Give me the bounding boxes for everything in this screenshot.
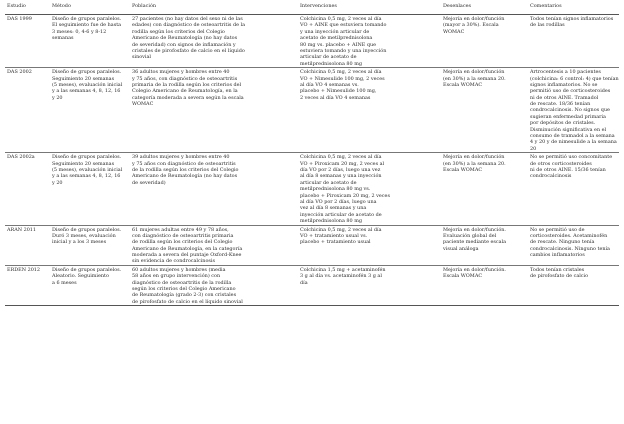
- cell-line: permitió uso de corticosteroides: [530, 88, 611, 95]
- cell-desenlaces: [441, 153, 528, 225]
- cell-estudio: [5, 265, 50, 305]
- cell-line: día: [300, 279, 308, 286]
- cell-line: condrocalcinosis: [530, 173, 572, 180]
- cell-line: (5 meses), evaluación inicial: [52, 81, 123, 88]
- cell-line: 36 adultos mujeres y hombres entre 40: [132, 69, 230, 76]
- cell-poblacion: [130, 265, 298, 305]
- cell-desenlaces: [441, 15, 528, 68]
- cell-estudio: [5, 153, 50, 225]
- cell-line: (en 30%) a la semana 20.: [443, 75, 506, 82]
- cell-line: diagnóstico de osteoartritis de la rodilla: [132, 279, 232, 286]
- cell-line: con diagnóstico de osteoartritis primaria: [132, 232, 234, 239]
- cell-line: Duró 3 meses, evaluación: [52, 232, 116, 239]
- cell-line: acetato de metilprednisolona: [300, 35, 373, 42]
- cell-line: Mejoría en dolor/función: [443, 16, 505, 22]
- cell-line: Escala WOMAC: [443, 273, 483, 280]
- cell-comentarios: [528, 153, 619, 225]
- cell-line: rodilla según los criterios del Colegio: [132, 28, 225, 35]
- cell-line: ni de otros AINE. Tramadol: [530, 94, 599, 101]
- cell-line: 20: [530, 145, 537, 152]
- cell-poblacion: [130, 68, 298, 153]
- table-header-row: [5, 3, 619, 15]
- cell-line: 39 adultos mujeres y hombres entre 40: [132, 154, 230, 161]
- cell-line: moderada a severa del puntaje Oxford-Knee: [132, 252, 242, 259]
- cell-line: consumo de tramadol a la semana: [530, 133, 615, 140]
- cell-line: Diseño de grupos paralelos.: [52, 226, 122, 233]
- cell-line: de pirofosfato de calcio en el líquido sinovial: [132, 298, 243, 305]
- cell-metodo: [50, 265, 130, 305]
- cell-line: semanas: [52, 35, 74, 42]
- cell-line: según los criterios del Colegio Americano: [132, 286, 236, 293]
- cell-line: de las rodillas: [530, 22, 565, 29]
- cell-desenlaces: [441, 68, 528, 153]
- cell-line: de pirofosfato de calcio: [530, 273, 589, 280]
- cell-line: VO + Nimesulide 100 mg, 2 veces: [300, 75, 385, 82]
- cell-line: 2 veces al día VO 4 semanas: [300, 94, 371, 101]
- cell-line: Diseño de grupos paralelos.: [52, 266, 122, 273]
- cell-line: (en 30%) a la semana 20.: [443, 160, 506, 167]
- cell-line: edades) con diagnóstico de osteoartritis de la: [132, 22, 246, 29]
- cell-line: 60 adultos mujeres y hombres (media: [132, 266, 226, 273]
- cell-line: al día VO 4 semanas vs.: [300, 81, 359, 88]
- cell-line: y 20: [52, 94, 63, 101]
- cell-intervenciones: [298, 265, 441, 305]
- cell-line: 27 pacientes (no hay datos del sexo ni de las: [132, 16, 243, 22]
- cell-line: DAS 1999: [7, 16, 32, 22]
- cell-line: Mejoría en dolor/función.: [443, 266, 506, 273]
- cell-line: Americano de Reumatología, en la categoría: [132, 245, 243, 252]
- table-row: [5, 68, 619, 153]
- cell-line: de rescate. Ninguno tenía: [530, 239, 595, 246]
- cell-line: articular de acetato de: [300, 54, 357, 61]
- cell-line: Colegio Americano de Reumatología, en la: [132, 88, 238, 95]
- cell-intervenciones: [298, 68, 441, 153]
- cell-line: 3 meses: 0, 4-6 y 8-12: [52, 28, 107, 35]
- cell-line: WOMAC: [443, 28, 465, 35]
- cell-line: 58 años en grupo intervención) con: [132, 273, 221, 280]
- cell-line: metilprednisolona 80 mg: [300, 218, 362, 225]
- cell-estudio: [5, 68, 50, 153]
- cell-desenlaces: [441, 265, 528, 305]
- cell-estudio: [5, 225, 50, 265]
- cell-line: Colchicina 0,5 mg, 2 veces al día: [300, 16, 382, 22]
- table-row: [5, 15, 619, 68]
- cell-line: Aleatorio. Seguimiento: [52, 273, 109, 280]
- cell-line: paciente mediante escala: [443, 239, 507, 246]
- cell-poblacion: [130, 153, 298, 225]
- cell-line: inicial y a los 3 meses: [52, 239, 107, 246]
- cell-line: metilprednisolona 80 mg vs.: [300, 186, 371, 193]
- cell-line: (mayor a 30%). Escala: [443, 22, 499, 29]
- cell-line: y una inyección articular de: [300, 28, 370, 35]
- cell-line: Americano de Reumatología (no hay datos: [132, 173, 238, 180]
- cell-line: El seguimiento fue de hasta: [52, 22, 122, 29]
- cell-line: condrocalcinosis. No signos que: [530, 107, 610, 114]
- cell-line: corticosteroides. Acetaminofén: [530, 232, 608, 239]
- cell-line: DAS 2002a: [7, 154, 35, 161]
- cell-line: al día 8 semanas y una inyección: [300, 173, 382, 180]
- cell-line: categoría moderada a severa según la escala: [132, 94, 244, 101]
- header-intervenciones: Intervenciones: [298, 3, 441, 15]
- cell-line: placebo + tratamiento usual: [300, 239, 371, 246]
- cell-line: Mejoría en dolor/función: [443, 69, 505, 76]
- cell-metodo: [50, 153, 130, 225]
- cell-line: y 75 años con diagnóstico de osteoartritis: [132, 160, 236, 167]
- header-comentarios: Comentarios: [528, 3, 619, 15]
- cell-line: Diseño de grupos paralelos.: [52, 69, 122, 76]
- cell-line: placebo + Nimesulide 100 mg,: [300, 88, 377, 95]
- cell-line: y 75 años, con diagnóstico de osteoartritis: [132, 75, 238, 82]
- cell-line: Seguimiento 20 semanas: [52, 75, 115, 82]
- cell-line: y a las semanas 4, 8, 12, 16: [52, 173, 121, 180]
- cell-line: metilprednisolona 80 mg: [300, 60, 362, 67]
- cell-line: Todos tenían cristales: [530, 266, 585, 273]
- cell-line: y 20: [52, 179, 63, 186]
- table-row: [5, 153, 619, 225]
- cell-line: No se permitió uso de: [530, 226, 585, 233]
- table-row: [5, 265, 619, 305]
- cell-line: Colchicina 1,5 mg + acetaminofén: [300, 266, 386, 273]
- cell-line: Diseño de grupos paralelos.: [52, 154, 122, 161]
- cell-line: por depósitos de cristales.: [530, 120, 596, 127]
- cell-line: visual análoga: [443, 245, 479, 252]
- cell-comentarios: [528, 265, 619, 305]
- cell-line: Mejoría en dolor/función.: [443, 226, 506, 233]
- cell-line: Todos tenían signos inflamatorios: [530, 16, 614, 22]
- cell-line: primaria de la rodilla según los criterios del: [132, 81, 242, 88]
- table-row: [5, 225, 619, 265]
- cell-metodo: [50, 15, 130, 68]
- cell-poblacion: [130, 15, 298, 68]
- cell-line: (colchicina: 6 control: 4) que tenían: [530, 75, 619, 82]
- cell-line: articular de acetato de: [300, 179, 357, 186]
- cell-line: Disminución significativa en el: [530, 126, 607, 133]
- cell-desenlaces: [441, 225, 528, 265]
- cell-line: de Reumatología (grado 2-3) con cristales: [132, 292, 237, 299]
- cell-line: de severidad) con signos de inflamación y: [132, 41, 236, 48]
- cell-line: cambios inflamatorios: [530, 252, 585, 259]
- cell-line: Colchicina 0,5 mg, 2 veces al día: [300, 226, 382, 233]
- cell-line: inyección articular de acetato de: [300, 211, 382, 218]
- cell-intervenciones: [298, 153, 441, 225]
- cell-line: 3 g al día vs. acetaminofén 3 g al: [300, 273, 382, 280]
- table-body: [5, 15, 619, 306]
- cell-comentarios: [528, 225, 619, 265]
- cell-intervenciones: [298, 225, 441, 265]
- cell-line: estuviera tomando y una inyección: [300, 47, 387, 54]
- cell-line: Evaluación global del: [443, 232, 497, 239]
- cell-line: 4 y 20 y de nimesulide a la semana: [530, 139, 617, 146]
- cell-line: VO + AINE que estuviera tomando: [300, 22, 387, 29]
- cell-line: Seguimiento 20 semanas: [52, 160, 115, 167]
- cell-line: día VO por 2 días, luego una vez: [300, 166, 381, 173]
- cell-comentarios: [528, 68, 619, 153]
- cell-line: de rescate. 18/36 tenían: [530, 101, 591, 108]
- header-poblacion: Población: [130, 3, 298, 15]
- cell-line: y a las semanas 4, 8, 12, 16: [52, 88, 121, 95]
- cell-line: sin evidencia de condrocalcinosis: [132, 258, 215, 265]
- cell-intervenciones: [298, 15, 441, 68]
- cell-line: placebo + Piroxicam 20 mg, 2 veces: [300, 192, 390, 199]
- cell-metodo: [50, 68, 130, 153]
- header-desenlaces: Desenlaces: [441, 3, 528, 15]
- cell-line: de otros corticosteroides: [530, 160, 592, 167]
- cell-line: VO + Piroxicam 20 mg, 2 veces al: [300, 160, 385, 167]
- cell-line: Diseño de grupos paralelos.: [52, 16, 122, 22]
- cell-line: cristales de pirofosfato de calcio en el líquido: [132, 47, 245, 54]
- cell-line: al día VO por 2 días, luego una: [300, 198, 377, 205]
- cell-line: de severidad): [132, 179, 166, 186]
- header-metodo: Método: [50, 3, 130, 15]
- cell-line: 80 mg vs. placebo + AINE que: [300, 41, 377, 48]
- cell-line: 61 mujeres adultas entre 49 y 78 años,: [132, 226, 229, 233]
- cell-line: a 6 meses: [52, 279, 77, 286]
- cell-line: Colchicina 0,5 mg, 2 veces al día: [300, 154, 382, 161]
- cell-line: Colchicina 0,5 mg, 2 veces al día: [300, 69, 382, 76]
- cell-comentarios: [528, 15, 619, 68]
- cell-line: vez al día 8 semanas y una: [300, 205, 367, 212]
- cell-line: Escala WOMAC: [443, 81, 483, 88]
- cell-metodo: [50, 225, 130, 265]
- cell-line: de rodilla según los criterios del Colegio: [132, 239, 233, 246]
- cell-line: (5 meses), evaluación inicial: [52, 166, 123, 173]
- cell-poblacion: [130, 225, 298, 265]
- cell-line: WOMAC: [132, 101, 154, 108]
- cell-line: condrocalcinosis. Ninguno tenía: [530, 245, 610, 252]
- cell-line: Mejoría en dolor/función: [443, 154, 505, 161]
- cell-line: signos inflamatorios. No se: [530, 81, 598, 88]
- cell-line: sinovial: [132, 54, 151, 61]
- cell-line: VO + tratamiento usual vs.: [300, 232, 368, 239]
- cell-line: Escala WOMAC: [443, 166, 483, 173]
- cell-estudio: [5, 15, 50, 68]
- cell-line: No se permitió uso concomitante: [530, 154, 613, 161]
- cell-line: ni de otros AINE. 15/36 tenían: [530, 166, 606, 173]
- header-estudio: Estudio: [5, 3, 50, 15]
- cell-line: ARAN 2011: [7, 226, 37, 233]
- cell-line: de la rodilla según los criterios del Colegio: [132, 166, 239, 173]
- cell-line: Artrocentesis a 10 pacientes: [530, 69, 601, 76]
- cell-line: DAS 2002: [7, 69, 32, 76]
- studies-table: [5, 3, 619, 306]
- cell-line: Americano de Reumatología (no hay datos: [132, 35, 238, 42]
- cell-line: sugieran enfermedad primaria: [530, 113, 606, 120]
- cell-line: ERDEN 2012: [7, 266, 41, 273]
